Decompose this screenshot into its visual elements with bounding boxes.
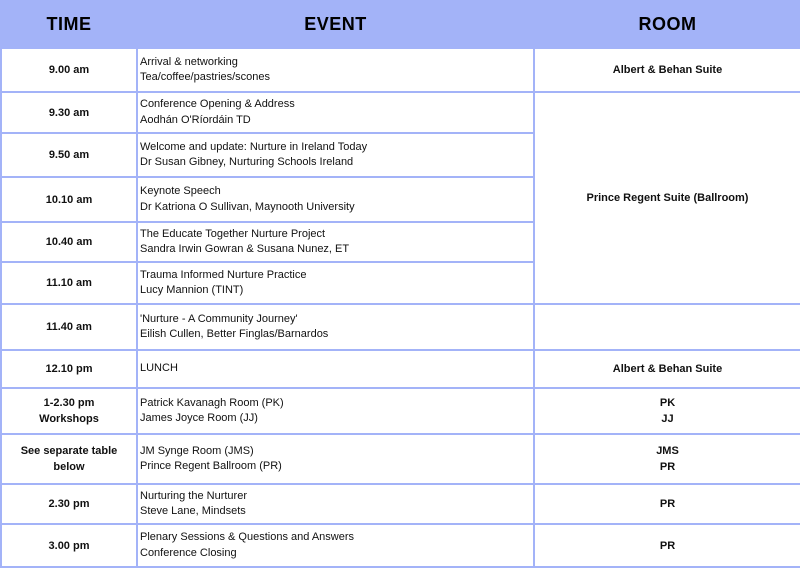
event-detail: Steve Lane, Mindsets xyxy=(140,505,246,517)
event-detail: Tea/coffee/pastries/scones xyxy=(140,71,271,83)
table-row xyxy=(1,48,800,92)
room-cell-merged xyxy=(534,92,800,304)
time-text: 11.40 am xyxy=(46,321,92,333)
event-cell xyxy=(137,262,534,304)
event-title: Trauma Informed Nurture Practice xyxy=(140,268,307,281)
header-row xyxy=(1,1,800,48)
time-text: 10.40 am xyxy=(45,236,93,248)
event-cell xyxy=(137,222,534,262)
event-cell xyxy=(137,350,534,388)
event-detail: Sandra Irwin Gowran & Susana Nunez, ET xyxy=(140,243,350,255)
table-row xyxy=(1,524,800,567)
event-title: Patrick Kavanagh Room (PK) xyxy=(140,396,284,409)
time-text: 9.30 am xyxy=(48,106,90,119)
table-row xyxy=(1,350,800,388)
event-title: Conference Opening & Address xyxy=(140,98,295,110)
event-detail: Lucy Mannion (TINT) xyxy=(140,284,244,296)
event-title: Keynote Speech xyxy=(140,185,221,197)
room-cell-empty xyxy=(534,304,800,350)
event-title: 'Nurture - A Community Journey' xyxy=(140,312,298,325)
event-title: The Educate Together Nurture Project xyxy=(140,227,326,240)
event-cell xyxy=(137,133,534,177)
time-subtext: Workshops xyxy=(39,413,99,425)
event-title: Arrival & networking xyxy=(140,55,238,68)
time-text: 9.50 am xyxy=(48,149,90,161)
time-cell xyxy=(1,434,137,484)
event-title: Plenary Sessions & Questions and Answers xyxy=(140,531,355,543)
room-text: PR xyxy=(659,461,676,473)
room-cell xyxy=(534,484,800,524)
table-row xyxy=(1,304,800,350)
room-text: Albert & Behan Suite xyxy=(612,363,723,375)
table-row xyxy=(1,92,800,133)
time-text: See separate table xyxy=(20,445,118,457)
event-title: Nurturing the Nurturer xyxy=(140,489,247,502)
table-row xyxy=(1,434,800,484)
table-row xyxy=(1,484,800,524)
time-cell xyxy=(1,48,137,92)
time-cell xyxy=(1,304,137,350)
room-cell xyxy=(534,350,800,388)
event-title: JM Synge Room (JMS) xyxy=(140,444,254,457)
time-text: 12.10 pm xyxy=(45,363,93,375)
time-cell xyxy=(1,262,137,304)
room-text: JMS xyxy=(656,445,679,457)
room-cell xyxy=(534,48,800,92)
room-cell xyxy=(534,524,800,567)
time-text: 3.00 pm xyxy=(48,539,90,552)
time-cell xyxy=(1,177,137,222)
room-text: JJ xyxy=(661,413,674,425)
time-text: 11.10 am xyxy=(46,277,92,289)
table-row xyxy=(1,388,800,434)
event-title: LUNCH xyxy=(140,362,178,375)
header-time: TIME xyxy=(1,1,137,48)
event-detail: James Joyce Room (JJ) xyxy=(140,412,258,424)
time-text: 2.30 pm xyxy=(48,498,90,510)
time-cell xyxy=(1,350,137,388)
event-detail: Eilish Cullen, Better Finglas/Barnardos xyxy=(140,328,329,340)
room-text: Albert & Behan Suite xyxy=(612,64,723,76)
room-text: PK xyxy=(659,397,676,409)
event-detail: Conference Closing xyxy=(140,546,237,559)
event-title: Welcome and update: Nurture in Ireland Today xyxy=(140,140,368,153)
time-cell xyxy=(1,222,137,262)
header-event: EVENT xyxy=(137,1,534,48)
time-text: 1-2.30 pm xyxy=(43,397,95,409)
event-cell xyxy=(137,484,534,524)
time-text: 10.10 am xyxy=(45,193,93,206)
event-cell xyxy=(137,48,534,92)
event-detail: Prince Regent Ballroom (PR) xyxy=(140,460,282,472)
event-cell xyxy=(137,92,534,133)
room-text: PR xyxy=(659,539,676,552)
time-cell xyxy=(1,92,137,133)
time-cell xyxy=(1,133,137,177)
event-cell xyxy=(137,388,534,434)
event-detail: Dr Katriona O Sullivan, Maynooth University xyxy=(140,200,355,213)
event-cell xyxy=(137,177,534,222)
time-cell xyxy=(1,484,137,524)
event-cell xyxy=(137,524,534,567)
event-detail: Dr Susan Gibney, Nurturing Schools Ireland xyxy=(140,156,354,168)
room-text: PR xyxy=(659,498,676,510)
time-cell xyxy=(1,524,137,567)
time-cell xyxy=(1,388,137,434)
room-text: Prince Regent Suite (Ballroom) xyxy=(586,192,749,204)
header-room: ROOM xyxy=(534,1,800,48)
event-cell xyxy=(137,434,534,484)
event-cell xyxy=(137,304,534,350)
event-detail: Aodhán O'Ríordáin TD xyxy=(140,113,251,126)
room-cell xyxy=(534,388,800,434)
room-cell xyxy=(534,434,800,484)
time-subtext: below xyxy=(53,461,85,473)
time-text: 9.00 am xyxy=(48,64,90,76)
